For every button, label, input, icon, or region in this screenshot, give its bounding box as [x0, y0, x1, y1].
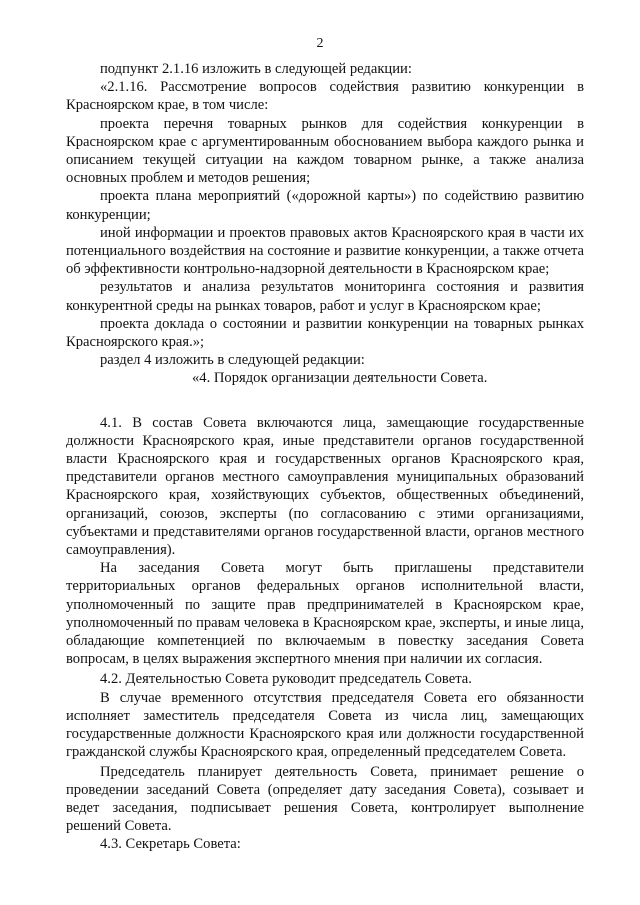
paragraph: Председатель планирует деятельность Совета, принимает решение о проведении заседаний Совета (определяет дату заседания Совета), созывает и ведет заседания, подписывает решения Совета, контролирует выполнение решений Совета.: [66, 763, 584, 835]
paragraph: иной информации и проектов правовых актов Красноярского края в части их потенциального воздействия на состояние и развитие конкуренции, а также отчета об эффективности контрольно-надзорной деятельности в Красноярском крае;: [66, 224, 584, 278]
paragraph: «2.1.16. Рассмотрение вопросов содействия развитию конкуренции в Красноярском крае, в том числе:: [66, 79, 584, 114]
paragraph: 4.1. В состав Совета включаются лица, замещающие государственные должности Красноярского края, иные представители органов государственной власти Красноярского края и государственных органов Красноярского края, представители органов местного самоуправления муниципальных образований Красноярского края, хозяйствующих субъектов, общественных объединений, организаций, союзов, эксперты (по согласованию с этими организациями, субъектами и представителями органов государственной власти, органов местного самоуправления).: [66, 414, 584, 559]
paragraph: проекта плана мероприятий («дорожной карты») по содействию развитию конкуренции;: [66, 188, 584, 223]
paragraph: 4.2. Деятельностью Совета руководит председатель Совета.: [100, 670, 472, 687]
paragraph: В случае временного отсутствия председателя Совета его обязанности исполняет заместитель председателя Совета из числа лиц, замещающих государственные должности Красноярского края или должности государственной гражданской службы Красноярского края, определенный председателем Совета.: [66, 689, 584, 761]
paragraph: проекта доклада о состоянии и развитии конкуренции на товарных рынках Красноярского края.»;: [66, 315, 584, 351]
paragraph: проекта перечня товарных рынков для содействия конкуренции в Красноярском крае с аргументированным обоснованием выбора каждого рынка и описанием текущей ситуации на каждом товарном рынке, а также анализа основных проблем и методов решения;: [66, 115, 584, 187]
paragraph: результатов и анализа результатов мониторинга состояния и развития конкурентной среды на рынках товаров, работ и услуг в Красноярском крае;: [66, 279, 584, 314]
paragraph: раздел 4 изложить в следующей редакции:: [100, 352, 365, 369]
page-number: 2: [316, 36, 324, 51]
paragraph: На заседания Совета могут быть приглашены представители территориальных органов федеральных органов исполнительной власти, уполномоченный по защите прав предпринимателей в Красноярском крае, уполномоченный по правам человека в Красноярском крае, эксперты, и иные лица, обладающие компетенцией по включаемым в повестку заседания Совета вопросам, в целях выражения экспертного мнения при наличии их согласия.: [66, 560, 584, 668]
document-body: [66, 60, 584, 854]
paragraph: 4.3. Секретарь Совета:: [100, 836, 241, 853]
paragraph: подпункт 2.1.16 изложить в следующей редакции:: [100, 61, 412, 77]
section-title: «4. Порядок организации деятельности Совета.: [192, 370, 488, 387]
